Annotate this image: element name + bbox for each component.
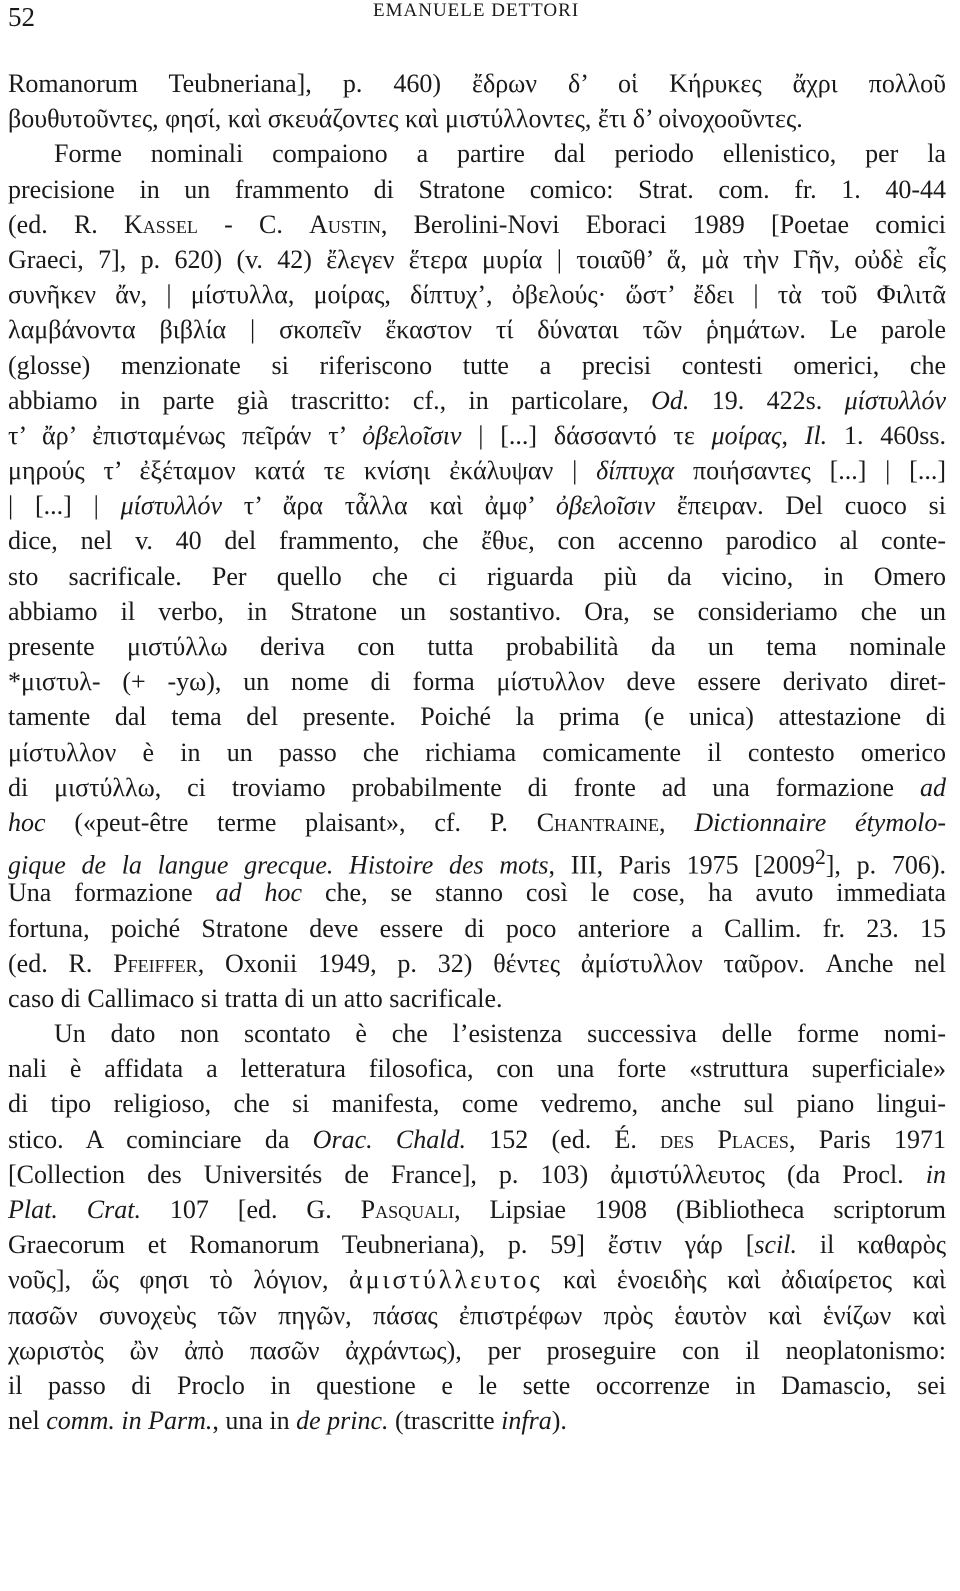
text-line: βουθυτοῦντες, φησί, καὶ σκευάζοντες καὶ μιστύλλοντες, ἔτι δ’ οἰνοχοοῦντες. <box>8 104 803 134</box>
running-head: EMANUELE DETTORI <box>373 0 580 21</box>
text-line: gique de la langue grecque. Histoire des mots, III, Paris 1975 [2009$^2$], p. 706). <box>8 845 946 880</box>
text-line: tamente dal tema del presente. Poiché la prima (e unica) attestazione di <box>8 702 946 732</box>
text-line: nali è affidata a letteratura filosofica, con una forte «struttura superficiale» <box>8 1054 946 1084</box>
page-number: 52 <box>8 2 35 32</box>
text-line: συνῆκεν ἄν, | μίστυλλα, μοίρας, δίπτυχ’, ὀβελούς· ὥστ’ ἔδει | τὰ τοῦ Φιλιτᾶ <box>8 280 946 310</box>
text-line: fortuna, poiché Stratone deve essere di poco anteriore a Callim. fr. 23. 15 <box>8 913 946 943</box>
text-line: Una formazione ad hoc che, se stanno così le cose, ha avuto immediata <box>8 878 946 908</box>
text-line: sto sacrificale. Per quello che ci riguarda più da vicino, in Omero <box>8 561 946 591</box>
text-line: [Collection des Universités de France], p. 103) ἀμιστύλλευτος (da Procl. in <box>8 1159 946 1189</box>
text-line: abbiamo in parte già trascritto: cf., in particolare, Od. 19. 422s. μίστυλλόν <box>8 385 946 415</box>
text-line: *μιστυλ- (+ -yω), un nome di forma μίστυλλον deve essere derivato diret- <box>8 667 946 697</box>
text-line: il passo di Proclo in questione e le sette occorrenze in Damascio, sei <box>8 1370 946 1400</box>
text-line: nel comm. in Parm., una in de princ. (trascritte infra). <box>8 1406 567 1436</box>
text-line: λαμβάνοντα βιβλία | σκοπεῖν ἕκαστον τί δύναται τῶν ῥημάτων. Le parole <box>8 315 946 345</box>
text-line: Graeci, 7], p. 620) (v. 42) ἔλεγεν ἕτερα μυρία | τοιαῦθ’ ἅ, μὰ τὴν Γῆν, οὐδὲ εἷς <box>8 244 946 274</box>
text-line: di μιστύλλω, ci troviamo probabilmente di fronte ad una formazione ad <box>8 772 946 802</box>
text-line: | [...] | μίστυλλόν τ’ ἄρα τἆλλα καὶ ἀμφ’ ὀβελοῖσιν ἔπειραν. Del cuoco si <box>8 491 946 521</box>
page-header <box>8 0 952 40</box>
body-text <box>8 66 946 1438</box>
text-line: πασῶν συνοχεὺς τῶν πηγῶν, πάσας ἐπιστρέφων πρὸς ἑαυτὸν καὶ ἑνίζων καὶ <box>8 1300 946 1330</box>
text-line: μίστυλλον è in un passo che richiama comicamente il contesto omerico <box>8 737 946 767</box>
text-line: stico. A cominciare da Orac. Chald. 152 (ed. É. des Places, Paris 1971 <box>8 1124 946 1154</box>
text-line: (glosse) menzionate si riferiscono tutte a precisi contesti omerici, che <box>8 350 946 380</box>
text-line: Un dato non scontato è che l’esistenza successiva delle forme nomi- <box>54 1019 946 1049</box>
text-line: presente μιστύλλω deriva con tutta probabilità da un tema nominale <box>8 632 946 661</box>
text-line: Romanorum Teubneriana], p. 460) ἔδρων δ’ οἱ Κήρυκες ἄχρι πολλοῦ <box>8 69 946 98</box>
text-line: μηρούς τ’ ἐξέταμον κατά τε κνίσηι ἐκάλυψαν | δίπτυχα ποιήσαντες [...] | [...] <box>8 456 946 486</box>
text-line: hoc («peut-être terme plaisant», cf. P. Chantraine, Dictionnaire étymolo- <box>8 807 946 837</box>
text-line: (ed. R. Pfeiffer, Oxonii 1949, p. 32) θέντες ἀμίστυλλον ταῦρον. Anche nel <box>8 948 946 978</box>
text-line: Forme nominali compaiono a partire dal periodo ellenistico, per la <box>54 139 946 169</box>
text-line: Graecorum et Romanorum Teubneriana), p. 59] ἔστιν γάρ [scil. il καθαρὸς <box>8 1230 946 1260</box>
text-line: abbiamo il verbo, in Stratone un sostantivo. Ora, se consideriamo che un <box>8 596 946 626</box>
text-line: caso di Callimaco si tratta di un atto sacrificale. <box>8 983 503 1013</box>
text-line: νοῦς], ὥς φησι τὸ λόγιον, ἀμιστύλλευτος καὶ ἑνοειδὴς καὶ ἀδιαίρετος καὶ <box>8 1265 947 1295</box>
text-line: Plat. Crat. 107 [ed. G. Pasquali, Lipsiae 1908 (Bibliotheca scriptorum <box>8 1195 947 1224</box>
text-line: (ed. R. Kassel - C. Austin, Berolini-Novi Eboraci 1989 [Poetae comici <box>8 209 946 239</box>
text-line: τ’ ἄρ’ ἐπισταμένως πεῖράν τ’ ὀβελοῖσιν | [...] δάσσαντό τε μοίρας, Il. 1. 460ss. <box>8 420 946 450</box>
text-line: χωριστὸς ὢν ἀπὸ πασῶν ἀχράντως), per proseguire con il neoplatonismo: <box>8 1335 946 1365</box>
text-line: precisione in un frammento di Stratone comico: Strat. com. fr. 1. 40-44 <box>8 174 946 204</box>
text-line: di tipo religioso, che si manifesta, come vedremo, anche sul piano lingui- <box>8 1089 946 1119</box>
text-line: dice, nel v. 40 del frammento, che ἔθυε, con accenno parodico al conte- <box>8 526 946 556</box>
